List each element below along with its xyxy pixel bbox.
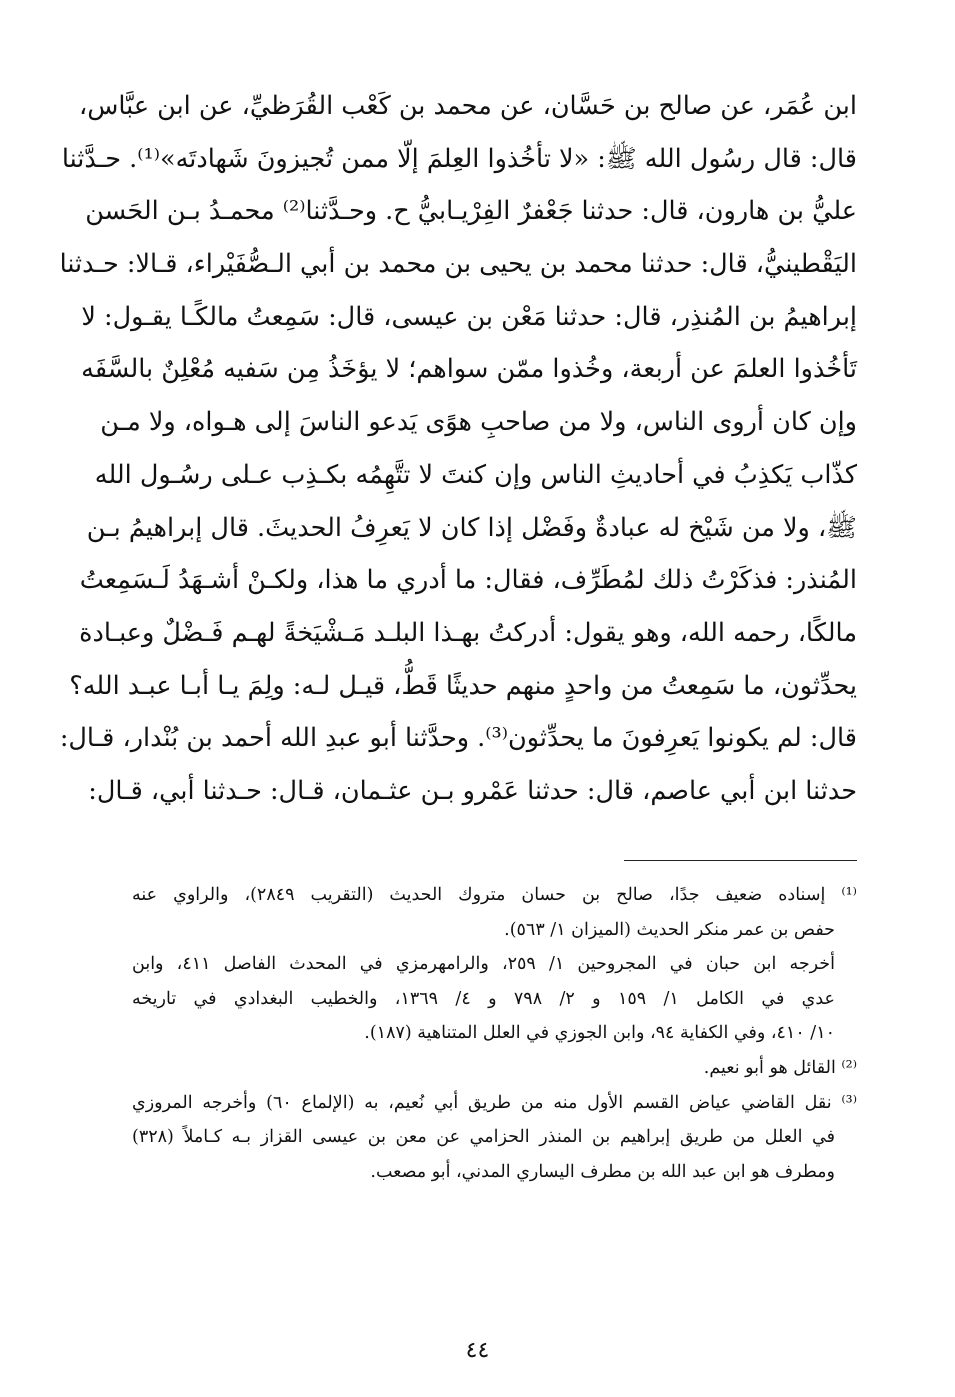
text-line: ﷺ، ولا من شَيْخ له عبادةٌ وفَضْل إذا كان لا يَعرِفُ الحديثَ. قال إبراهيمُ بـن: [86, 512, 857, 543]
text-line: عليُّ بن هارون، قال: حدثنا جَعْفرٌ الفِرْيـابيُّ ح. وحـدَّثنا⁽²⁾ محمـدُ بـن الحَسن: [85, 196, 857, 227]
text-line: وإن كان أروى الناس، ولا من صاحبِ هوًى يَدعو الناسَ إلى هـواه، ولا مـن: [100, 407, 857, 438]
text-line: قال: قال رسُول الله ﷺ: «لا تأخُذوا العِلمَ إلّا ممن تُجيزونَ شَهادتَه»⁽¹⁾. حـدَّثنا: [61, 143, 857, 174]
text-line: إبراهيمُ بن المُنذِر، قال: حدثنا مَعْن بن عيسى، قال: سَمِعتُ مالكًـا يقـول: لا: [81, 301, 857, 332]
footnotes: [132, 878, 857, 1189]
footnote-line: ⁽¹⁾ إسناده ضعيف جدًا، صالح بن حسان متروك الحديث (التقريب ٢٨٤٩)، والراوي عنه: [132, 885, 857, 905]
footnote-line: ⁽²⁾ القائل هو أبو نعيم.: [703, 1057, 857, 1078]
footnote-divider: [624, 860, 857, 861]
footnote-line: أخرجه ابن حبان في المجروحين ١/ ٢٥٩، والرامهرمزي في المحدث الفاصل ٤١١، وابن: [132, 954, 835, 975]
footnote-line: ومطرف هو ابن عبد الله بن مطرف اليساري المدني، أبو مصعب.: [370, 1161, 835, 1182]
text-line: كذّاب يَكذِبُ في أحاديثِ الناس وإن كنتَ لا تتَّهِمُه بكـذِب عـلى رسُـول الله: [94, 459, 857, 490]
footnote-line: ١٠/ ٤١٠، وفي الكفاية ٩٤، وابن الجوزي في العلل المتناهية (١٨٧).: [364, 1023, 835, 1044]
text-line: مالكًا، رحمه الله، وهو يقول: أدركتُ بهـذا البلـد مَـشْيَخةً لهـم فَـضْلٌ وعبـادة: [79, 617, 857, 648]
footnote-line: حفص بن عمر منكر الحديث (الميزان ١/ ٥٦٣).: [504, 919, 835, 940]
text-line: اليَقْطينيُّ، قال: حدثنا محمد بن يحيى بن محمد بن أبي الـصُّفَيْراء، قـالا: حـدثنا: [59, 249, 857, 280]
text-line: حدثنا ابن أبي عاصم، قال: حدثنا عَمْرو بـن عثـمان، قـال: حـدثنا أبي، قـال:: [88, 775, 857, 806]
footnote-line: عدي في الكامل ١/ ١٥٩ و ٢/ ٧٩٨ و ٤/ ١٣٦٩، والخطيب البغدادي في تاريخه: [132, 988, 835, 1009]
text-line: ابن عُمَر، عن صالح بن حَسَّان، عن محمد بن كَعْب القُرَظيِّ، عن ابن عبَّاس،: [79, 91, 857, 121]
text-line: قال: لم يكونوا يَعرِفونَ ما يحدِّثون⁽³⁾. وحدَّثنا أبو عبدِ الله أحمد بن بُنْدار، قـال:: [59, 723, 857, 754]
page-number: ٤٤: [465, 1338, 490, 1363]
text-line: المُنذر: فذكَرْتُ ذلك لمُطَرِّف، فقال: ما أدري ما هذا، ولكـنْ أشـهَدُ لَـسَمِعتُ: [79, 565, 857, 596]
footnote-line: في العلل من طريق إبراهيم بن المنذر الحزامي عن معن بن عيسى القزاز بـه كـاملاً (٣٢٨): [132, 1127, 835, 1148]
footnote-line: ⁽³⁾ نقل القاضي عياض القسم الأول منه من طريق أبي نُعيم، به (الإلماع ٦٠) وأخرجه المروزي: [132, 1092, 857, 1113]
main-text: [59, 80, 857, 818]
text-line: تَأخُذوا العلمَ عن أربعة، وخُذوا ممّن سواهم؛ لا يؤخَذُ مِن سَفيه مُعْلِنٌ بالسَّفَه: [81, 354, 857, 385]
text-line: يحدِّثون، ما سَمِعتُ من واحدٍ منهم حديثًا قَطُّ، قيـل لـه: ولِمَ يـا أبـا عبـد الله؟: [69, 670, 857, 701]
